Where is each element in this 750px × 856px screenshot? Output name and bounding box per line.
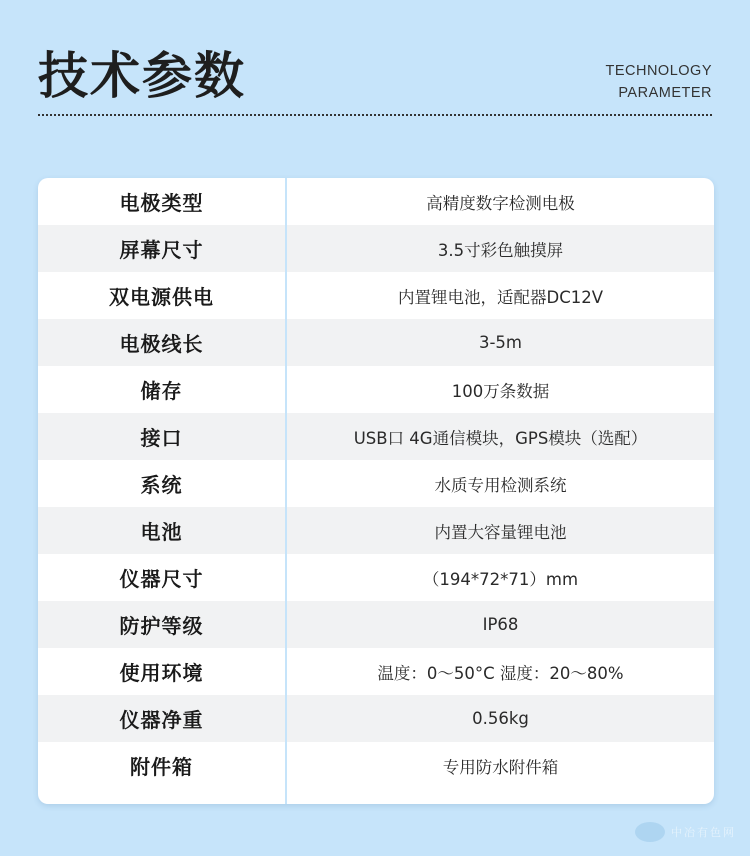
spec-label: 储存 [140,379,183,403]
page-header [0,0,750,120]
table-row [38,319,714,366]
table-row [38,178,714,225]
table-row [38,601,714,648]
spec-value: IP68 [287,601,714,648]
spec-label: 系统 [140,473,183,497]
spec-value: USB口 4G通信模块，GPS模块（选配） [287,413,714,460]
table-row [38,413,714,460]
spec-value: 内置锂电池，适配器DC12V [397,287,603,307]
spec-label: 防护等级 [38,601,285,648]
spec-label: 接口 [38,413,285,460]
spec-label: 仪器净重 [38,695,285,742]
spec-label: 使用环境 [119,661,204,685]
spec-label: 屏幕尺寸 [38,225,285,272]
column-divider [285,178,287,804]
spec-value: 水质专用检测系统 [434,475,567,495]
table-row [38,554,714,601]
table-row [38,507,714,554]
watermark [635,822,736,842]
spec-value: 专用防水附件箱 [442,757,559,777]
table-row [38,272,714,319]
page-title: 技术参数 [38,47,246,105]
page-subtitle [605,60,712,104]
spec-label: 电池 [38,507,285,554]
watermark-text: 中冶有色网 [671,826,736,839]
spec-label: 双电源供电 [109,285,214,309]
spec-value: 100万条数据 [451,381,550,401]
watermark-logo-icon [635,822,665,842]
subtitle-line-2: PARAMETER [618,85,712,101]
spec-value: 内置大容量锂电池 [287,507,714,554]
spec-value: 3-5m [287,319,714,366]
subtitle-line-1: TECHNOLOGY [605,63,712,79]
spec-value: 3.5寸彩色触摸屏 [287,225,714,272]
spec-table [38,178,714,804]
spec-label: 电极线长 [38,319,285,366]
table-row [38,225,714,272]
table-row [38,695,714,742]
spec-label: 电极类型 [119,191,204,215]
table-row [38,366,714,413]
spec-value: 高精度数字检测电极 [426,193,575,213]
table-row [38,742,714,789]
spec-value: （194*72*71）mm [422,569,579,589]
spec-label: 附件箱 [130,755,193,779]
spec-label: 仪器尺寸 [119,567,204,591]
spec-value: 0.56kg [287,695,714,742]
spec-value: 温度：0～50°C 湿度：20～80% [377,663,624,683]
header-divider [38,114,712,116]
table-row [38,648,714,695]
table-row [38,460,714,507]
